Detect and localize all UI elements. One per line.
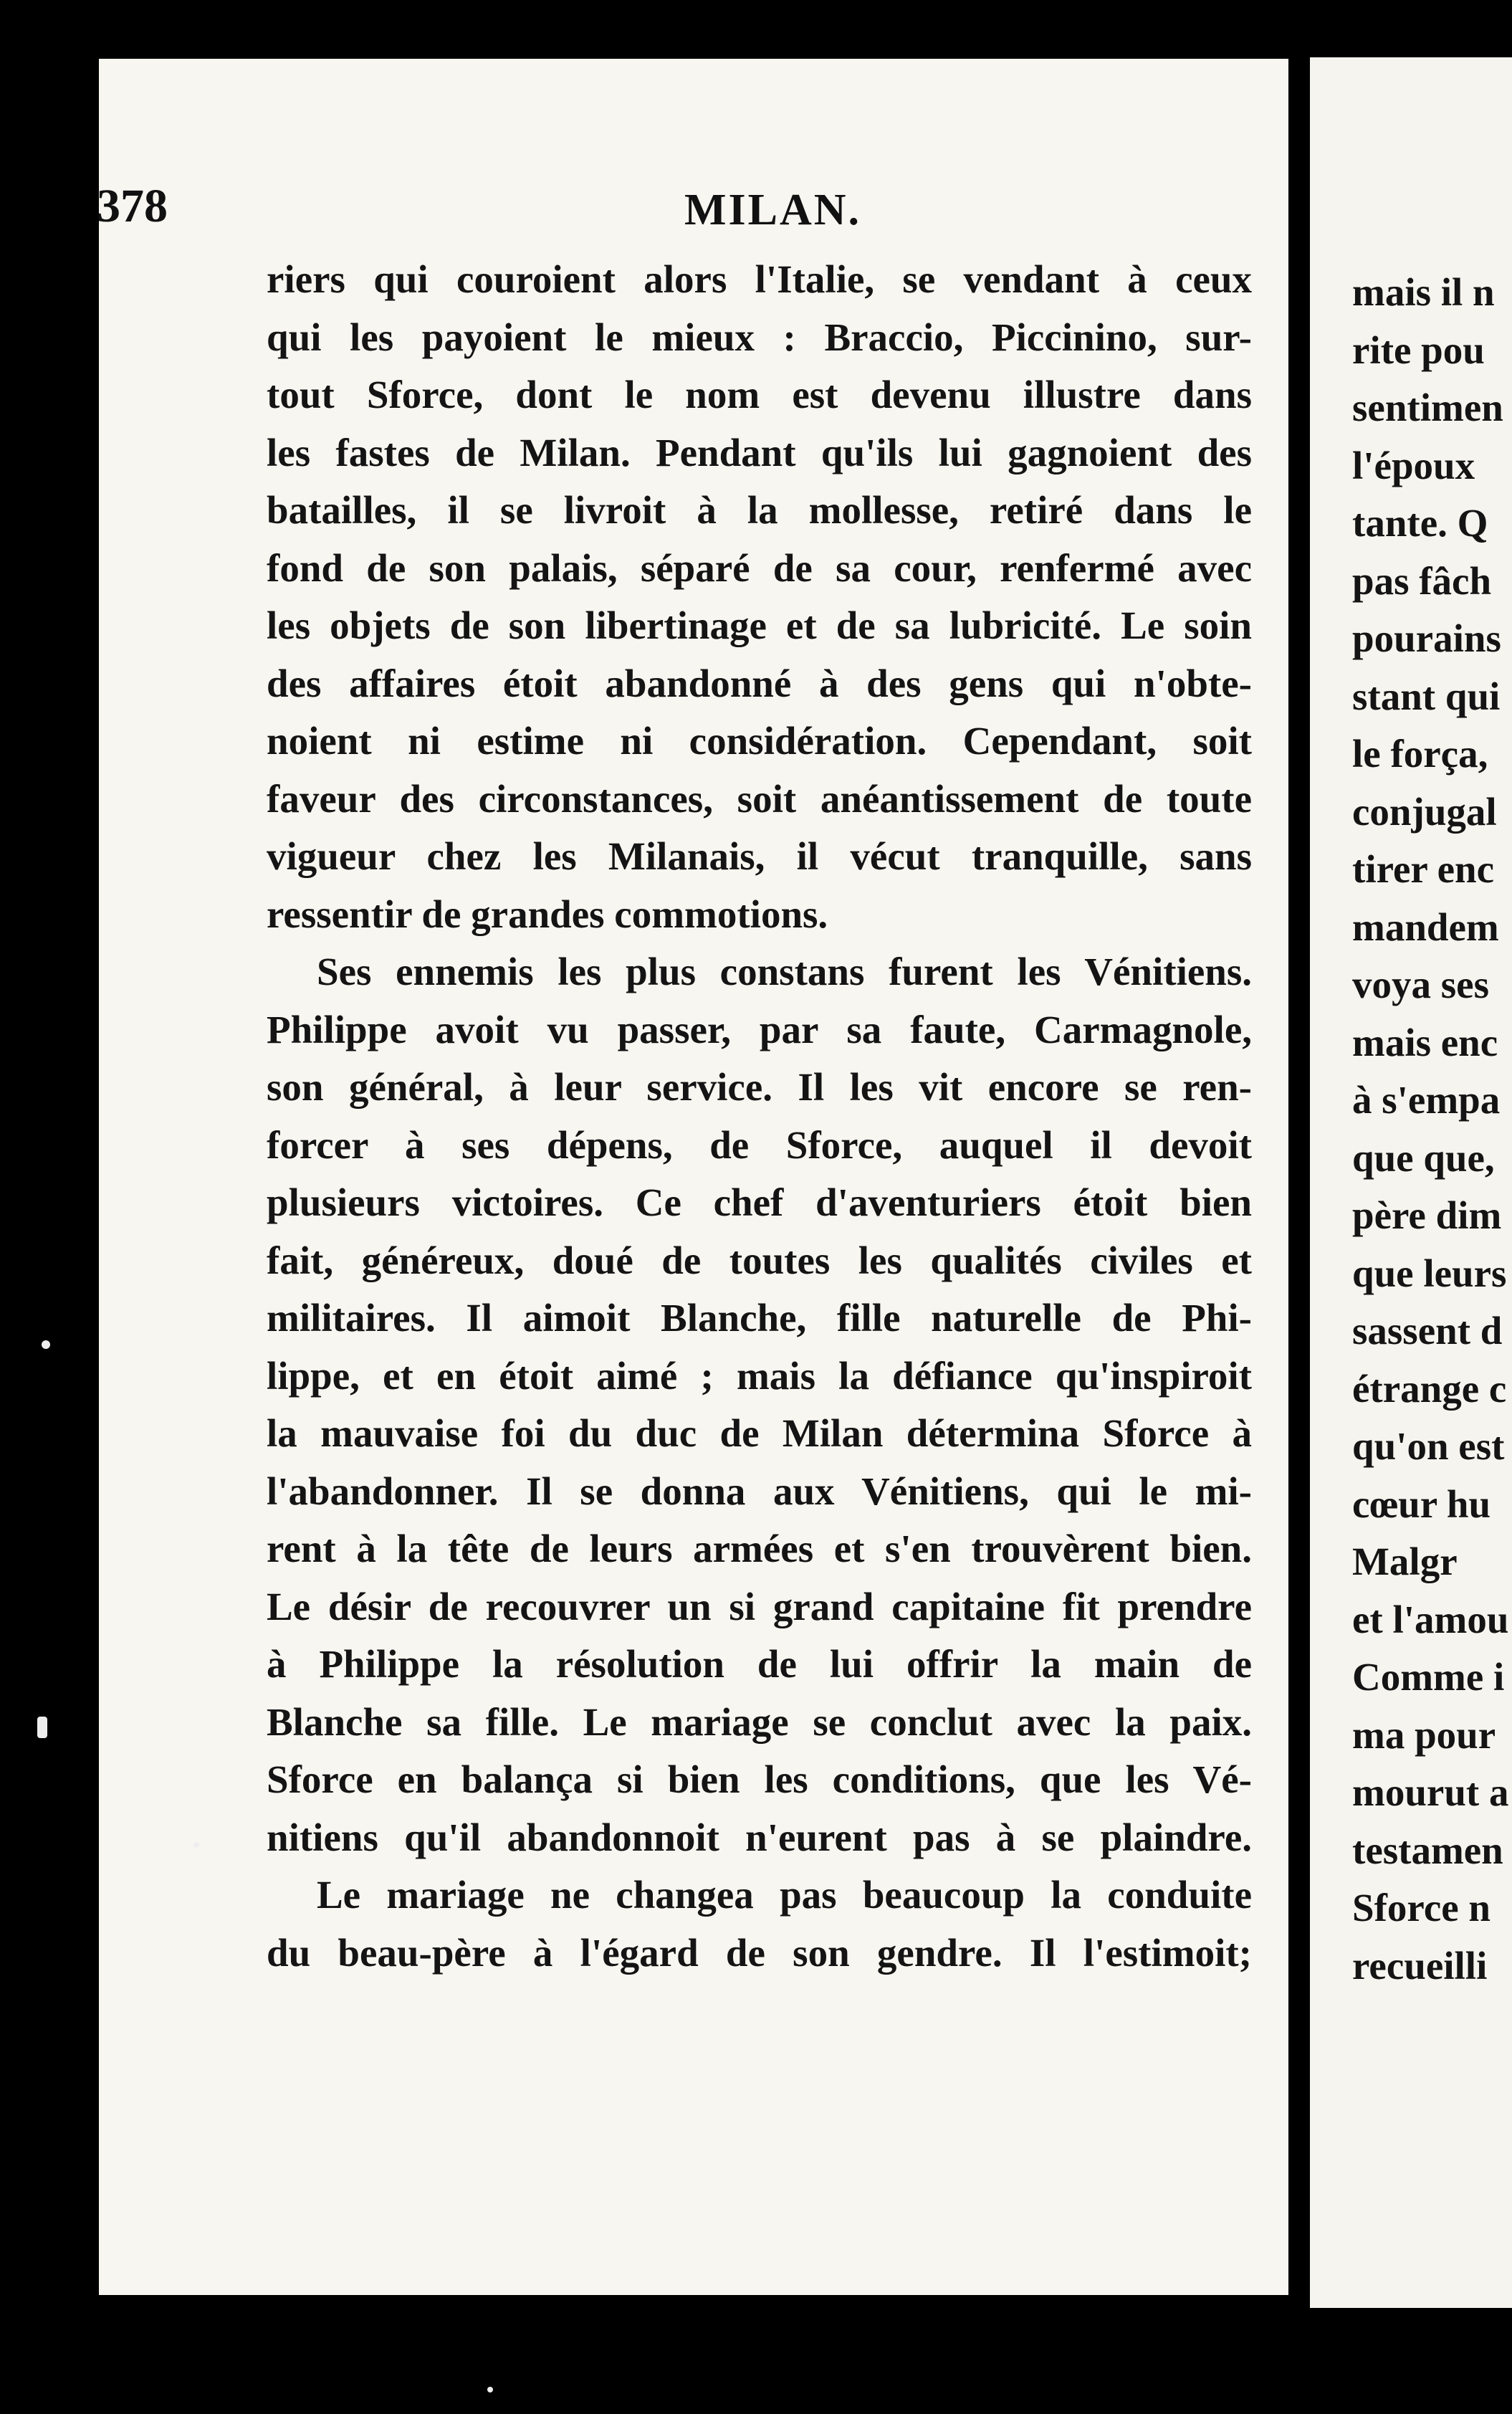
text-line: fait, généreux, doué de toutes les qualités civiles et	[267, 1238, 1252, 1282]
text-line: à Philippe la résolution de lui offrir la main de	[267, 1642, 1252, 1686]
text-line: Philippe avoit vu passer, par sa faute, Carmagnole,	[267, 1007, 1252, 1051]
text-line: du beau-père à l'égard de son gendre. Il l'estimoit;	[267, 1930, 1252, 1975]
right-text-line: tirer enc	[1352, 847, 1495, 891]
text-line: l'abandonner. Il se donna aux Vénitiens, qui le mi-	[267, 1469, 1252, 1513]
text-line: militaires. Il aimoit Blanche, fille naturelle de Phi-	[267, 1296, 1252, 1340]
right-text-line: mais il n	[1352, 270, 1495, 314]
text-line: fond de son palais, séparé de sa cour, renfermé avec	[267, 545, 1252, 590]
right-text-line: cœur hu	[1352, 1482, 1491, 1526]
text-line: Le désir de recouvrer un si grand capitaine fit prendre	[267, 1584, 1252, 1628]
right-text-line: étrange c	[1352, 1366, 1507, 1411]
right-text-line: Comme i	[1352, 1655, 1505, 1699]
text-line: vigueur chez les Milanais, il vécut tranquille, sans	[267, 834, 1252, 878]
text-line: tout Sforce, dont le nom est devenu illustre dans	[267, 373, 1252, 416]
scan-speck	[487, 2387, 493, 2392]
text-line: forcer à ses dépens, de Sforce, auquel il devoit	[267, 1122, 1252, 1167]
scan-speck	[37, 1717, 47, 1738]
right-text-line: mandem	[1352, 905, 1499, 949]
text-line: noient ni estime ni considération. Cependant, soit	[267, 719, 1252, 763]
right-text-line: mourut a	[1352, 1770, 1509, 1814]
text-line: batailles, il se livroit à la mollesse, retiré dans le	[267, 488, 1252, 532]
text-line: Sforce en balança si bien les conditions, que les Vé-	[267, 1757, 1252, 1801]
text-line: Ses ennemis les plus constans furent les Vénitiens.	[317, 950, 1252, 993]
page-number: 378	[97, 180, 168, 232]
right-page-text	[1352, 264, 1508, 1995]
text-line: ressentir de grandes commotions.	[267, 892, 828, 936]
text-line: Blanche sa fille. Le mariage se conclut avec la paix.	[267, 1699, 1252, 1744]
text-line: plusieurs victoires. Ce chef d'aventuriers étoit bien	[267, 1180, 1252, 1224]
text-line: rent à la tête de leurs armées et s'en trouvèrent bien.	[267, 1527, 1252, 1570]
text-line: Le mariage ne changea pas beaucoup la conduite	[317, 1873, 1252, 1917]
right-text-line: que leurs	[1352, 1251, 1507, 1295]
text-line: nitiens qu'il abandonnoit n'eurent pas à se plaindre.	[267, 1815, 1252, 1859]
right-text-line: conjugal	[1352, 789, 1497, 834]
right-text-line: père dim	[1352, 1193, 1502, 1237]
right-text-line: l'époux	[1352, 443, 1475, 487]
right-text-line: rite pou	[1352, 328, 1485, 372]
running-head: MILAN.	[684, 186, 862, 234]
text-line: son général, à leur service. Il les vit encore se ren-	[267, 1065, 1252, 1109]
right-text-line: mais enc	[1352, 1020, 1498, 1064]
text-line: riers qui couroient alors l'Italie, se vendant à ceux	[267, 257, 1252, 301]
right-text-line: Malgr	[1352, 1540, 1458, 1583]
right-text-line: stant qui	[1352, 674, 1501, 718]
body-text	[267, 251, 1252, 1982]
right-text-line: recueilli	[1352, 1943, 1488, 1988]
text-line: des affaires étoit abandonné à des gens qui n'obte-	[267, 661, 1252, 705]
right-text-line: ma pour	[1352, 1712, 1496, 1757]
right-text-line: qu'on est	[1352, 1424, 1505, 1468]
right-text-line: sentimen	[1352, 386, 1503, 429]
scan-speck	[193, 1842, 199, 1848]
right-text-line: tante. Q	[1352, 501, 1488, 545]
right-text-line: et l'amou	[1352, 1597, 1509, 1641]
right-text-line: le força,	[1352, 732, 1488, 776]
text-line: faveur des circonstances, soit anéantissement de toute	[267, 776, 1252, 821]
text-line: qui les payoient le mieux : Braccio, Piccinino, sur-	[267, 315, 1252, 359]
right-text-line: pas fâch	[1352, 558, 1492, 603]
right-text-line: que que,	[1352, 1135, 1495, 1180]
text-line: les objets de son libertinage et de sa lubricité. Le soin	[267, 604, 1252, 647]
right-text-line: testamen	[1352, 1828, 1503, 1872]
right-text-line: pourains	[1352, 616, 1501, 660]
right-text-line: à s'empa	[1352, 1078, 1501, 1122]
right-text-line: voya ses	[1352, 963, 1489, 1006]
text-line: les fastes de Milan. Pendant qu'ils lui gagnoient des	[267, 430, 1252, 474]
right-text-line: Sforce n	[1352, 1886, 1491, 1929]
text-line: la mauvaise foi du duc de Milan détermina Sforce à	[267, 1411, 1252, 1455]
text-line: lippe, et en étoit aimé ; mais la défiance qu'inspiroit	[267, 1353, 1252, 1398]
scan-speck	[42, 1340, 50, 1349]
right-text-line: sassent d	[1352, 1309, 1503, 1352]
